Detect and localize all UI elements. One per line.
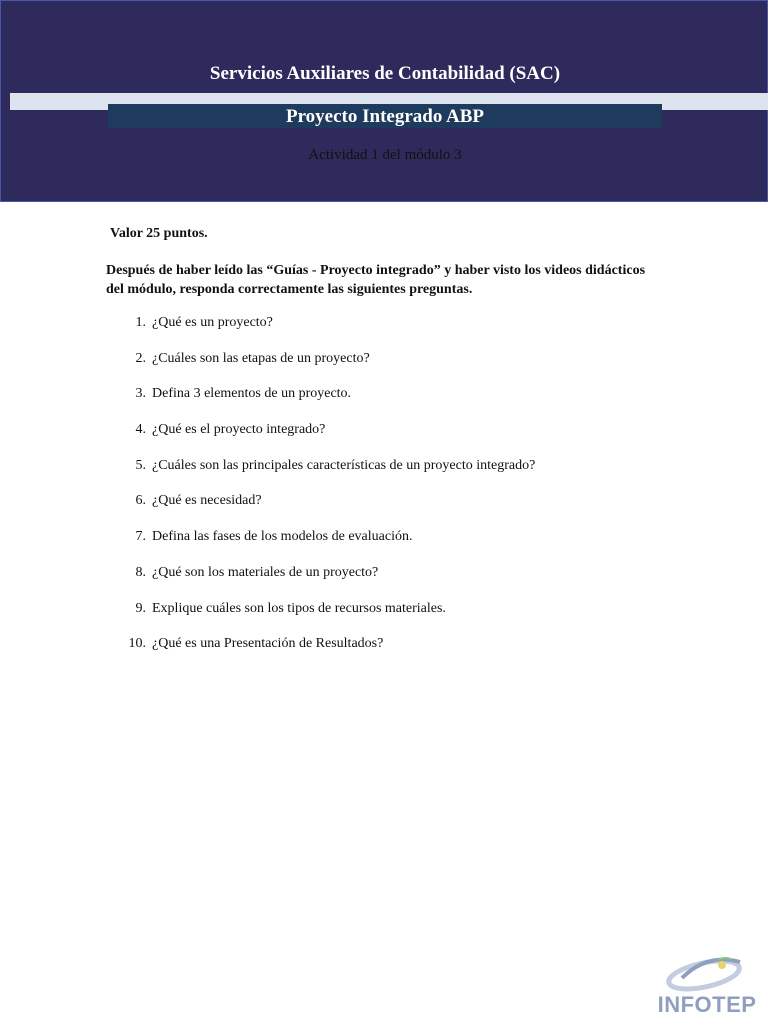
- logo-swoosh-icon: [652, 948, 762, 998]
- document-header: [0, 0, 768, 202]
- logo-text: INFOTEP: [657, 992, 757, 1017]
- question-text: ¿Qué es una Presentación de Resultados?: [152, 636, 384, 652]
- question-number: 6.: [135, 493, 146, 509]
- question-text: Defina 3 elementos de un proyecto.: [152, 386, 352, 402]
- project-title: Proyecto Integrado ABP: [108, 104, 662, 128]
- question-text: ¿Qué es necesidad?: [152, 493, 262, 509]
- question-number: 1.: [135, 315, 146, 330]
- question-number: 10.: [128, 636, 146, 652]
- question-text: Explique cuáles son los tipos de recursos materiales.: [152, 600, 446, 616]
- question-text: ¿Qué es el proyecto integrado?: [152, 422, 326, 438]
- question-number: 4.: [135, 422, 146, 438]
- course-title: Servicios Auxiliares de Contabilidad (SAC): [209, 63, 561, 84]
- question-number: 5.: [135, 457, 146, 473]
- question-number: 3.: [135, 386, 146, 402]
- points-value: Valor 25 puntos.: [110, 226, 208, 241]
- question-number: 7.: [135, 529, 146, 545]
- question-text: Defina las fases de los modelos de evaluación.: [152, 529, 413, 545]
- question-text: ¿Qué son los materiales de un proyecto?: [152, 564, 379, 580]
- question-text: ¿Cuáles son las etapas de un proyecto?: [152, 350, 370, 366]
- activity-subtitle: Actividad 1 del módulo 3: [308, 147, 462, 163]
- question-number: 9.: [135, 600, 146, 616]
- question-number: 2.: [135, 350, 146, 366]
- infotep-logo: [652, 948, 762, 1020]
- instructions-paragraph: Después de haber leído las “Guías - Proyecto integrado” y haber visto los videos didácticos del módulo, responda correctamente las siguientes preguntas.: [106, 263, 646, 297]
- question-number: 8.: [135, 564, 146, 580]
- question-text: ¿Qué es un proyecto?: [152, 315, 273, 330]
- question-text: ¿Cuáles son las principales características de un proyecto integrado?: [152, 457, 536, 473]
